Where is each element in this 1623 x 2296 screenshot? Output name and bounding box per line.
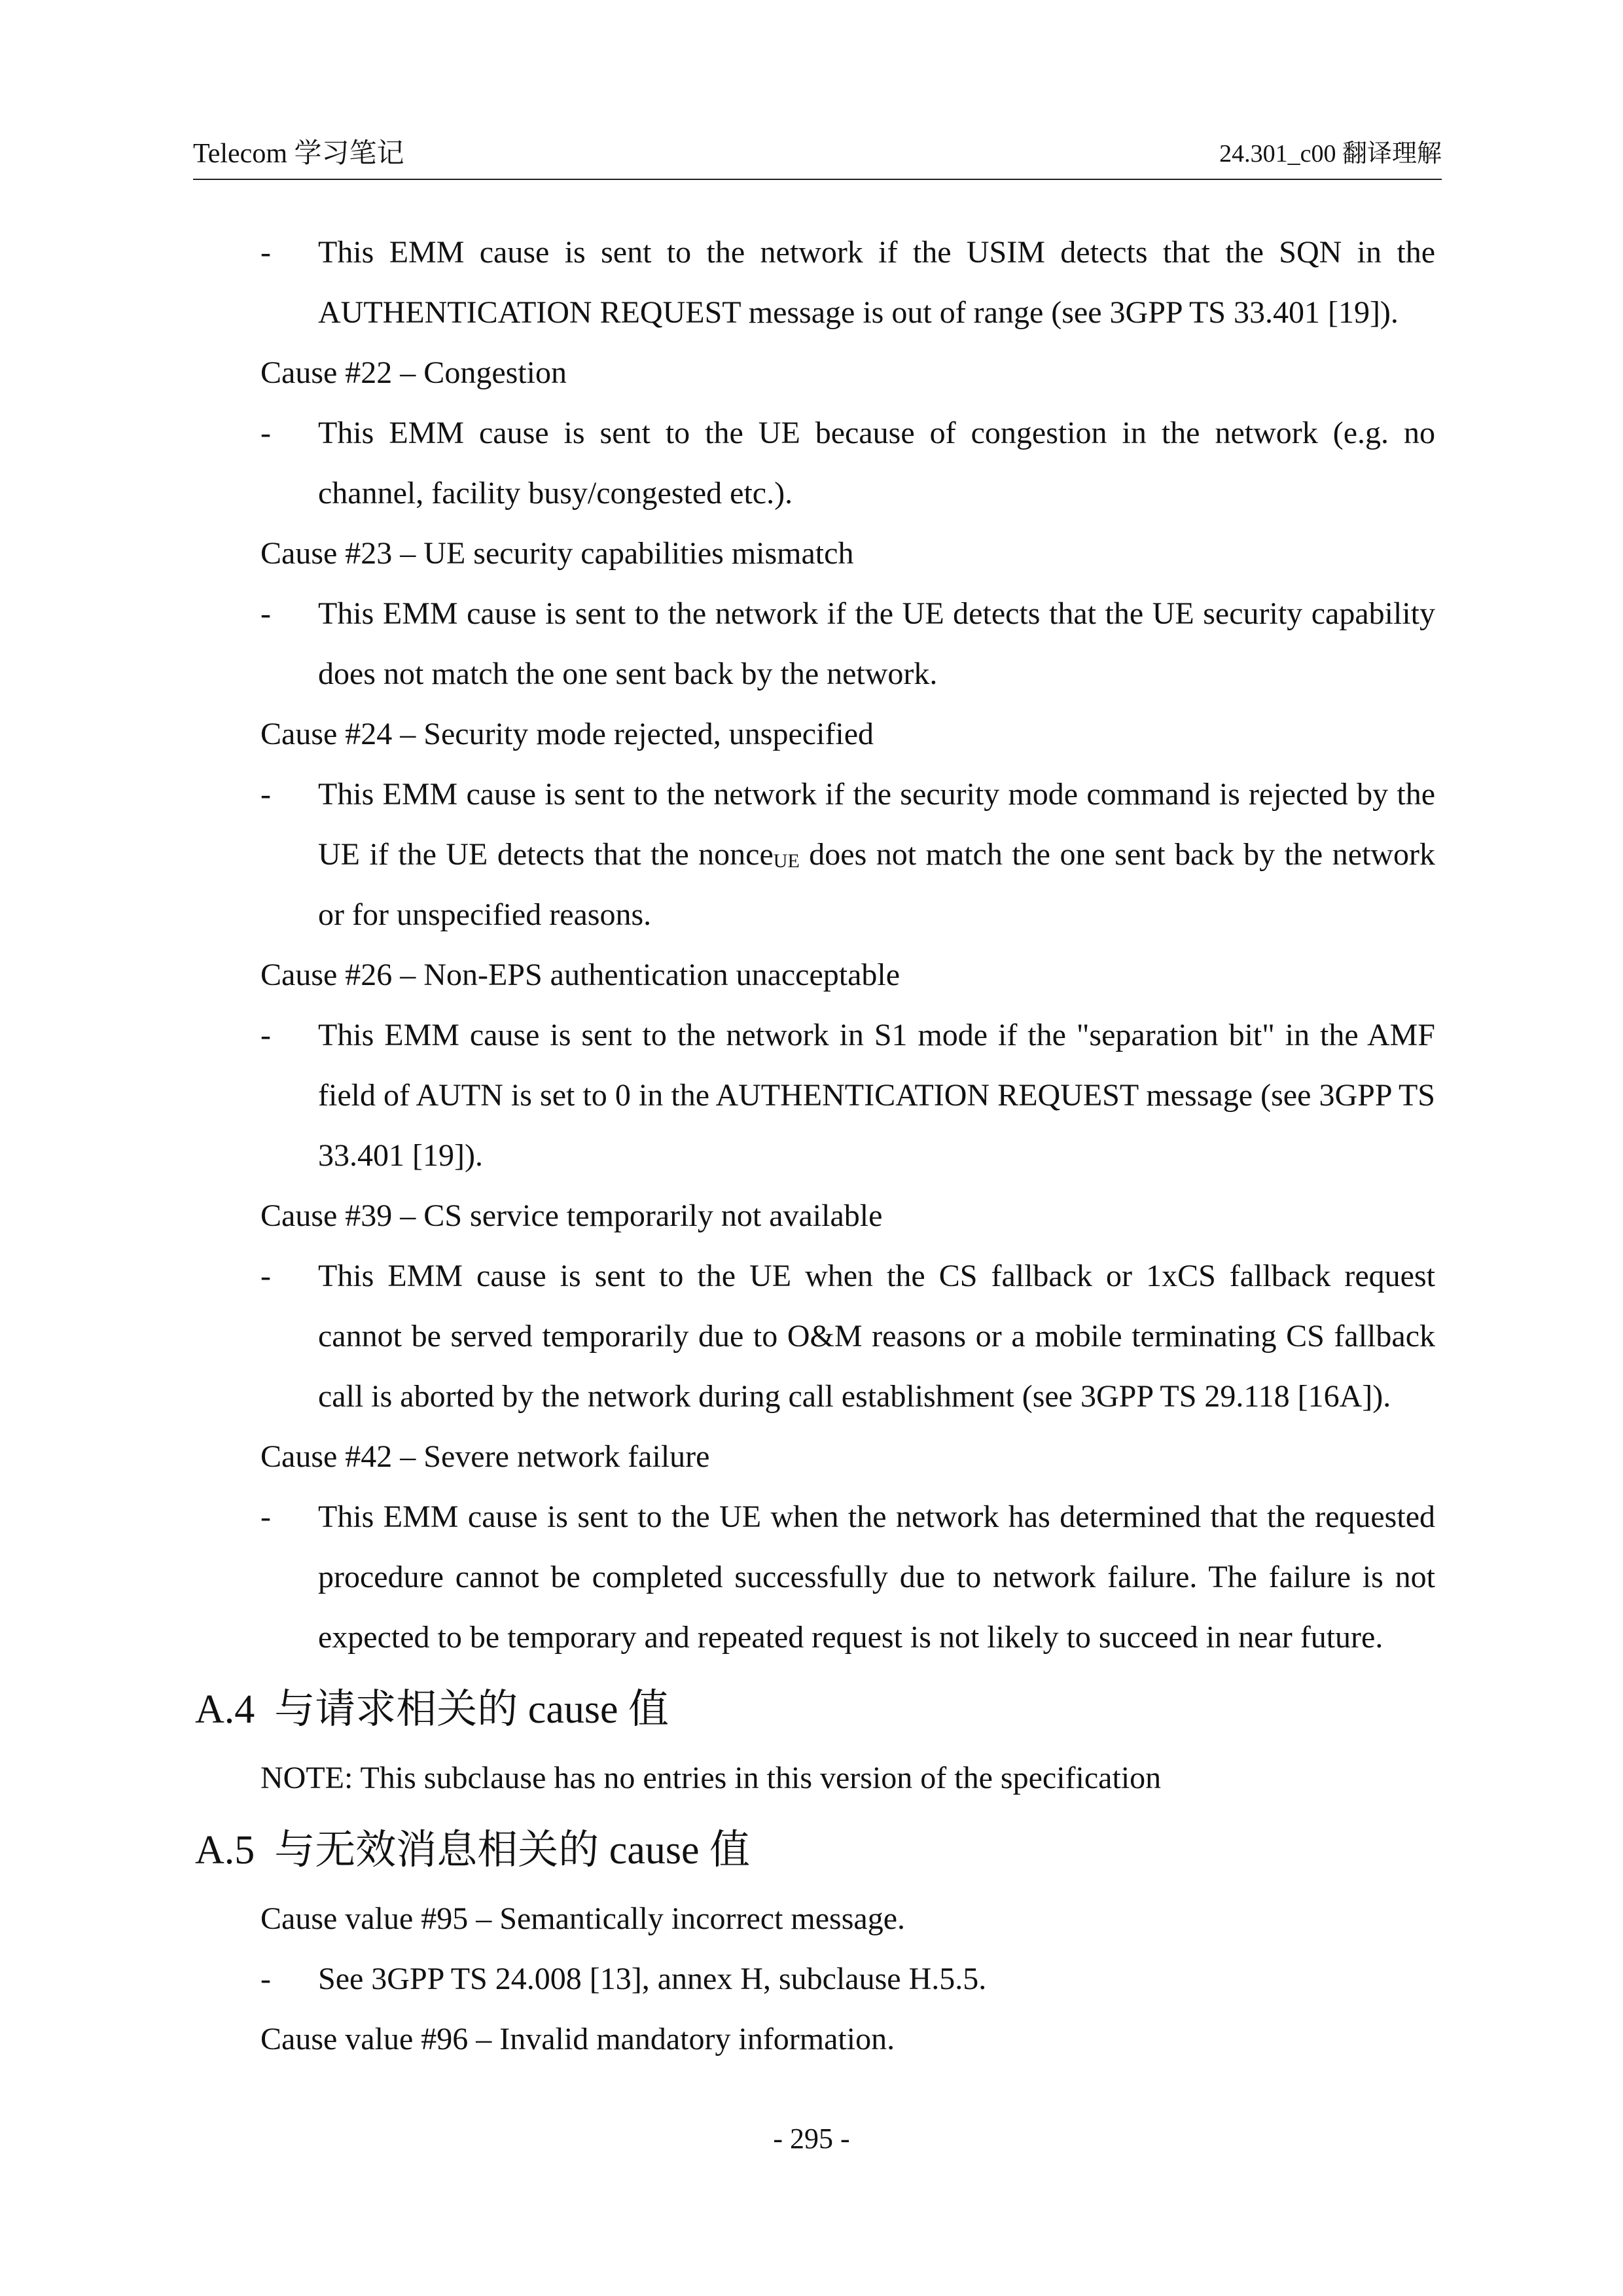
bullet-dash: - xyxy=(260,1018,271,1052)
bullet-item xyxy=(260,223,1435,343)
header-title-right: 24.301_c00 翻译理解 xyxy=(1219,140,1442,168)
section-title-cn-suffix: 值 xyxy=(628,1685,669,1732)
bullet-text: This EMM cause is sent to the network in S1 mode if the "separation bit" in the AMF field of AUTN is set to 0 in the AUTHENTICATION REQUEST message (see 3GPP TS 33.401 [19]). xyxy=(318,1018,1435,1173)
bullet-item xyxy=(260,764,1435,945)
page-header xyxy=(193,134,1442,180)
section-title-cn: 与请求相关的 xyxy=(274,1685,518,1732)
bullet-dash: - xyxy=(260,777,271,812)
page-body xyxy=(195,223,1436,2070)
cause-title-26: Cause #26 – Non-EPS authentication unacceptable xyxy=(260,958,901,992)
cause-title-96: Cause value #96 – Invalid mandatory information. xyxy=(260,2022,895,2056)
bullet-item xyxy=(260,403,1435,524)
cause-title-23: Cause #23 – UE security capabilities mismatch xyxy=(260,536,854,571)
bullet-dash: - xyxy=(260,596,271,631)
bullet-item xyxy=(260,1487,1435,1668)
subscript-ue: UE xyxy=(773,850,800,872)
bullet-text-part2: does not match the one sent back by the network or for unspecified reasons. xyxy=(318,837,1436,932)
section-heading-a4 xyxy=(195,1685,1370,1732)
bullet-dash: - xyxy=(260,235,271,270)
cause-title-22: Cause #22 – Congestion xyxy=(260,355,567,390)
section-title-cn: 与无效消息相关的 xyxy=(274,1825,599,1873)
bullet-item xyxy=(260,1949,1435,2009)
bullet-dash: - xyxy=(260,1962,271,1996)
note-text: NOTE: This subclause has no entries in this version of the specification xyxy=(260,1761,1162,1795)
bullet-text: This EMM cause is sent to the network if the UE detects that the UE security capability does not match the one sent back by the network. xyxy=(318,596,1435,691)
section-number: A.4 xyxy=(195,1687,255,1732)
bullet-item xyxy=(260,1005,1435,1186)
cause-title-39: Cause #39 – CS service temporarily not available xyxy=(260,1198,883,1233)
bullet-text: This EMM cause is sent to the UE because of congestion in the network (e.g. no channel, facility busy/congested etc.). xyxy=(318,416,1435,511)
bullet-dash: - xyxy=(260,416,271,450)
bullet-text: This EMM cause is sent to the UE when the CS fallback or 1xCS fallback request cannot be served temporarily due to O&M reasons or a mobile terminating CS fallback call is aborted by the network during call establishment (see 3GPP TS 29.118 [16A]). xyxy=(318,1259,1435,1414)
page-number: - 295 - xyxy=(773,2123,850,2155)
section-title-latin: cause xyxy=(599,1828,709,1873)
bullet-item xyxy=(260,1246,1435,1427)
bullet-text: This EMM cause is sent to the UE when the network has determined that the requested procedure cannot be completed successfully due to network failure. The failure is not expected to be temporary and repeated request is not likely to succeed in near future. xyxy=(318,1499,1435,1655)
bullet-dash: - xyxy=(260,1499,271,1534)
section-title-latin: cause xyxy=(518,1687,628,1732)
header-title-left: Telecom 学习笔记 xyxy=(193,139,404,169)
cause-title-42: Cause #42 – Severe network failure xyxy=(260,1439,710,1474)
bullet-text xyxy=(318,777,1435,932)
cause-title-95: Cause value #95 – Semantically incorrect message. xyxy=(260,1901,906,1936)
bullet-dash: - xyxy=(260,1259,271,1293)
section-heading-a5 xyxy=(195,1825,1370,1873)
section-number: A.5 xyxy=(195,1828,255,1873)
bullet-item xyxy=(260,584,1435,704)
cause-title-24: Cause #24 – Security mode rejected, unspecified xyxy=(260,717,874,751)
bullet-text: See 3GPP TS 24.008 [13], annex H, subclause H.5.5. xyxy=(318,1962,987,1996)
bullet-text-part1: This EMM cause is sent to the network if the security mode command is rejected by the UE if the UE detects that the nonce xyxy=(318,777,1435,872)
bullet-text: This EMM cause is sent to the network if the USIM detects that the SQN in the AUTHENTICATION REQUEST message is out of range (see 3GPP TS 33.401 [19]). xyxy=(318,235,1435,330)
section-title-cn-suffix: 值 xyxy=(709,1825,750,1873)
